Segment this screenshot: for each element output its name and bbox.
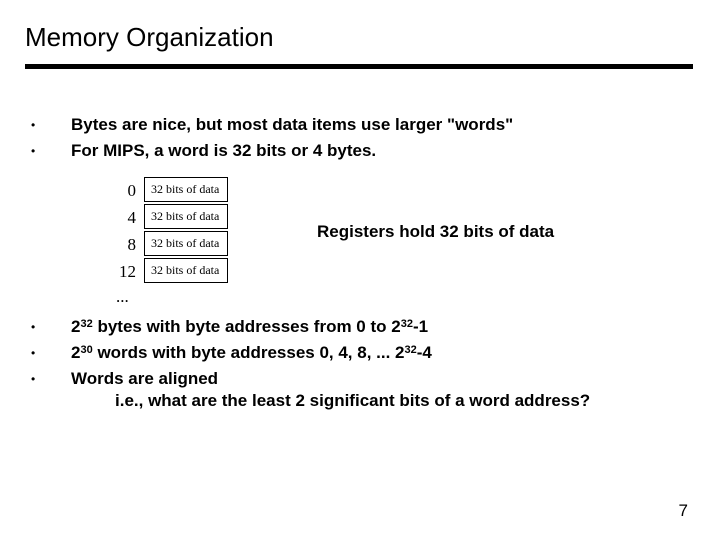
bullet-text <box>71 342 432 364</box>
bullet-dot: • <box>31 346 36 360</box>
title-divider <box>25 64 693 69</box>
memory-ellipsis: ... <box>116 287 129 306</box>
bullet-dot: • <box>31 320 36 334</box>
bullet-text: Words are aligned <box>71 369 219 388</box>
bullet-text-mid: words with byte addresses 0, 4, 8, ... 2 <box>92 343 405 362</box>
bullet-dot: • <box>31 372 36 386</box>
power-base: 2 <box>71 317 81 336</box>
page-number: 7 <box>678 501 688 520</box>
bullet-dot: • <box>31 118 36 132</box>
memory-word-cell: 32 bits of data <box>144 204 228 229</box>
bullet-text: For MIPS, a word is 32 bits or 4 bytes. <box>71 141 377 160</box>
bullet-text <box>71 316 428 338</box>
bullet-text: Bytes are nice, but most data items use larger "words" <box>71 115 514 134</box>
address-label: 0 <box>127 181 136 200</box>
memory-word-cell: 32 bits of data <box>144 177 228 202</box>
power-exponent: 32 <box>80 318 93 330</box>
bullet-subline: i.e., what are the least 2 significant bits of a word address? <box>115 391 591 410</box>
address-label: 8 <box>127 235 136 254</box>
power-exponent: 32 <box>404 344 417 356</box>
slide-title: Memory Organization <box>25 22 274 52</box>
power-base: 2 <box>71 343 81 362</box>
power-exponent: 32 <box>400 318 413 330</box>
bullet-text-end: -1 <box>412 317 429 336</box>
address-label: 12 <box>119 262 136 281</box>
power-exponent: 30 <box>80 344 93 356</box>
memory-word-cell: 32 bits of data <box>144 258 228 283</box>
bullet-dot: • <box>31 144 36 158</box>
bullet-text-end: -4 <box>416 343 432 362</box>
memory-word-cell: 32 bits of data <box>144 231 228 256</box>
bullet-text-mid: bytes with byte addresses from 0 to 2 <box>92 317 401 336</box>
address-label: 4 <box>127 208 136 227</box>
registers-note: Registers hold 32 bits of data <box>317 222 555 241</box>
